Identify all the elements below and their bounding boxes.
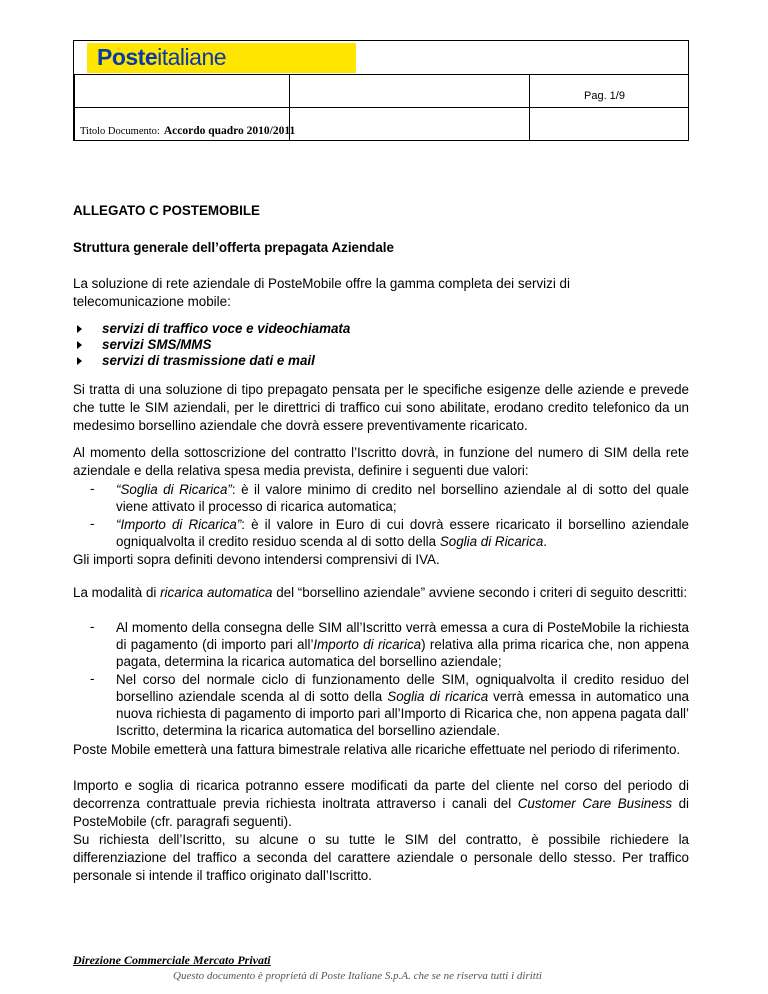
intro-line: La soluzione di rete aziendale di PosteMobile offre la gamma completa dei servizi di — [73, 276, 570, 291]
triangle-bullet-icon — [77, 357, 82, 365]
paragraph: Al momento della sottoscrizione del contratto l’Iscritto dovrà, in funzione del numero di SIM della rete aziendale e della relativa spesa media prevista, definire i seguenti due valori: — [73, 445, 689, 478]
footer-rights: Questo documento è proprietà di Poste Italiane S.p.A. che se ne riserva tutti i diritti — [173, 970, 542, 982]
intro-line: telecomunicazione mobile: — [73, 294, 231, 309]
paragraph: Su richiesta dell’Iscritto, su alcune o su tutte le SIM del contratto, è possibile richiedere la differenziazione del traffico a seconda del carattere aziendale o personale dello stesso. Per traffico personale si intende il traffico originato dall’Iscritto. — [73, 832, 689, 883]
document-title-row — [80, 125, 295, 137]
list-item: servizi di traffico voce e videochiamata — [73, 320, 350, 338]
intro-paragraph — [73, 275, 689, 311]
triangle-bullet-icon — [77, 325, 82, 333]
page-number: Pag. 1/9 — [584, 90, 625, 102]
header-divider — [74, 74, 75, 141]
header-divider — [529, 74, 530, 141]
paragraph: Gli importi sopra definiti devono intendersi comprensivi di IVA. — [73, 552, 440, 567]
paragraph: Si tratta di una soluzione di tipo prepagato pensata per le specifiche esigenze delle aziende e prevede che tutte le SIM aziendali, per le direttrici di traffico cui sono abilitate, erodano credito telefonico da un medesimo borsellino aziendale che dovrà essere preventivamente ricaricato. — [73, 382, 689, 433]
heading-struttura: Struttura generale dell’offerta prepagata Aziendale — [73, 240, 394, 255]
dash-item-ciclo: Nel corso del normale ciclo di funzionamento delle SIM, ogniqualvolta il credito residuo del borsellino aziendale scenda al di sotto della Soglia di ricarica verrà emessa in automatico una nuova richiesta di pagamento di importo pari all’Importo di Ricarica che, non appena pagata dall’ Iscritto, determina la ricarica automatica del borsellino aziendale. — [116, 672, 689, 738]
footer-department: Direzione Commerciale Mercato Privati — [73, 953, 271, 967]
poste-italiane-logo — [87, 43, 356, 73]
header-divider — [74, 107, 688, 108]
paragraph: Importo e soglia di ricarica potranno essere modificati da parte del cliente nel corso del periodo di decorrenza contrattuale previa richiesta inoltrata attraverso i canali del Customer Care Business di PosteMobile (cfr. paragrafi seguenti). — [73, 778, 689, 829]
logo-bold-text: Poste — [97, 44, 158, 70]
document-title: Accordo quadro 2010/2011 — [163, 125, 296, 137]
dash-bullet: - — [90, 671, 95, 686]
document-title-label: Titolo Documento: — [80, 126, 160, 137]
paragraph: Poste Mobile emetterà una fattura bimestrale relativa alle ricariche effettuate nel periodo di riferimento. — [73, 742, 681, 757]
dash-bullet: - — [90, 516, 95, 531]
logo-regular-text: italiane — [157, 44, 227, 70]
list-item: servizi di trasmissione dati e mail — [73, 352, 315, 370]
dash-item-consegna: Al momento della consegna delle SIM all’Iscritto verrà emessa a cura di PosteMobile la richiesta di pagamento (di importo pari all’Importo di ricarica) relativa alla prima ricarica che, non appena pagata, determina la ricarica automatica del borsellino aziendale; — [116, 620, 690, 669]
list-item: servizi SMS/MMS — [73, 336, 211, 354]
dash-bullet: - — [90, 619, 95, 634]
header-divider — [74, 74, 688, 75]
paragraph: La modalità di ricarica automatica del “borsellino aziendale” avviene secondo i criteri di seguito descritti: — [73, 585, 688, 600]
triangle-bullet-icon — [77, 341, 82, 349]
heading-allegato: ALLEGATO C POSTEMOBILE — [73, 203, 260, 218]
dash-item-soglia: “Soglia di Ricarica”: è il valore minimo di credito nel borsellino aziendale al di sotto del quale viene attivato il processo di ricarica automatica; — [116, 482, 689, 514]
dash-bullet: - — [90, 481, 95, 496]
dash-item-importo: “Importo di Ricarica”: è il valore in Euro di cui dovrà essere ricaricato il borsellino aziendale ogniqualvolta il credito residuo scenda al di sotto della Soglia di Ricarica. — [116, 517, 689, 549]
document-header — [73, 40, 689, 141]
